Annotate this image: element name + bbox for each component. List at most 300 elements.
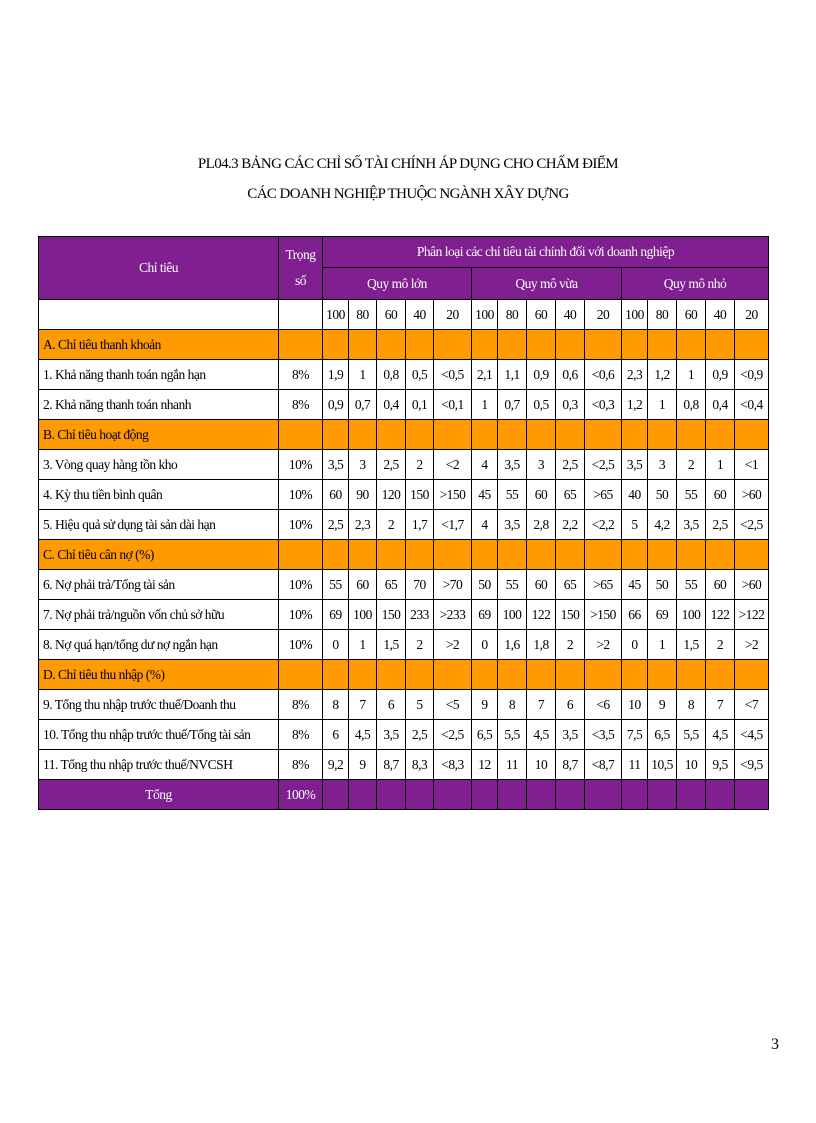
indicator-value: 2,5 (377, 450, 406, 480)
indicator-value: 0,8 (677, 390, 706, 420)
indicator-value: <0,1 (434, 390, 472, 420)
indicator-value: 55 (323, 570, 349, 600)
section-filler-cell (498, 420, 527, 450)
section-row (39, 540, 769, 570)
score-header-cell: 20 (434, 300, 472, 330)
indicator-value: 5,5 (498, 720, 527, 750)
indicator-value: 8 (677, 690, 706, 720)
indicator-value: 50 (648, 570, 677, 600)
section-filler-cell (677, 660, 706, 690)
indicator-value: 90 (349, 480, 377, 510)
indicator-value: 55 (498, 480, 527, 510)
section-filler-cell (434, 660, 472, 690)
indicator-value: 0 (323, 630, 349, 660)
score-header-cell: 60 (677, 300, 706, 330)
total-filler-cell (472, 780, 498, 810)
section-filler-cell (323, 540, 349, 570)
score-header-cell: 100 (472, 300, 498, 330)
score-header-cell: 40 (706, 300, 735, 330)
indicator-value: 2,2 (556, 510, 585, 540)
indicator-value: 1,2 (648, 360, 677, 390)
section-filler-cell (323, 660, 349, 690)
indicator-row (39, 630, 769, 660)
indicator-value: 150 (377, 600, 406, 630)
indicator-value: 10,5 (648, 750, 677, 780)
indicator-value: <7 (735, 690, 769, 720)
indicator-value: 4,5 (527, 720, 556, 750)
indicator-value: <0,9 (735, 360, 769, 390)
section-heading: A. Chỉ tiêu thanh khoản (39, 330, 279, 360)
indicator-value: 2 (406, 630, 434, 660)
indicator-value: 1,9 (323, 360, 349, 390)
section-filler-cell (323, 420, 349, 450)
indicator-label: 5. Hiệu quả sử dụng tài sản dài hạn (39, 510, 279, 540)
financial-indicator-table (38, 236, 769, 810)
indicator-value: 50 (648, 480, 677, 510)
indicator-value: 45 (472, 480, 498, 510)
section-filler-cell (706, 420, 735, 450)
indicator-value: 3,5 (377, 720, 406, 750)
section-filler-cell (706, 330, 735, 360)
section-filler-cell (349, 540, 377, 570)
indicator-value: 2 (706, 630, 735, 660)
indicator-value: 60 (527, 570, 556, 600)
section-filler-cell (434, 540, 472, 570)
indicator-value: 69 (323, 600, 349, 630)
indicator-value: <2,2 (585, 510, 622, 540)
score-header-cell: 80 (349, 300, 377, 330)
indicator-label: 4. Kỳ thu tiền bình quân (39, 480, 279, 510)
indicator-value: 2,3 (622, 360, 648, 390)
indicator-value: 1,8 (527, 630, 556, 660)
indicator-value: 11 (498, 750, 527, 780)
indicator-value: <5 (434, 690, 472, 720)
indicator-weight: 8% (279, 360, 323, 390)
section-row (39, 660, 769, 690)
section-filler-cell (498, 330, 527, 360)
indicator-value: 8,7 (377, 750, 406, 780)
indicator-value: 10 (527, 750, 556, 780)
total-filler-cell (349, 780, 377, 810)
indicator-value: 3,5 (556, 720, 585, 750)
indicator-value: 6,5 (472, 720, 498, 750)
section-filler-cell (406, 540, 434, 570)
section-filler-cell (279, 420, 323, 450)
indicator-value: 2,3 (349, 510, 377, 540)
indicator-value: 1 (349, 360, 377, 390)
total-filler-cell (648, 780, 677, 810)
indicator-label: 8. Nợ quá hạn/tổng dư nợ ngắn hạn (39, 630, 279, 660)
score-header-cell: 20 (585, 300, 622, 330)
section-filler-cell (349, 660, 377, 690)
section-filler-cell (279, 330, 323, 360)
indicator-value: 1,5 (377, 630, 406, 660)
indicator-value: 4 (472, 450, 498, 480)
indicator-value: 60 (706, 480, 735, 510)
indicator-value: 4 (472, 510, 498, 540)
indicator-value: 4,2 (648, 510, 677, 540)
indicator-value: 100 (498, 600, 527, 630)
total-filler-cell (677, 780, 706, 810)
indicator-value: 3,5 (677, 510, 706, 540)
indicator-value: 45 (622, 570, 648, 600)
score-header-cell: 100 (622, 300, 648, 330)
header-classification: Phân loại các chỉ tiêu tài chính đối với doanh nghiệp (323, 237, 769, 268)
indicator-row (39, 450, 769, 480)
indicator-weight: 10% (279, 600, 323, 630)
indicator-value: <2,5 (434, 720, 472, 750)
indicator-value: 122 (706, 600, 735, 630)
indicator-weight: 8% (279, 750, 323, 780)
indicator-value: 7 (527, 690, 556, 720)
indicator-value: 1 (648, 630, 677, 660)
section-filler-cell (556, 540, 585, 570)
score-header-row (39, 300, 769, 330)
indicator-value: 2,5 (706, 510, 735, 540)
section-filler-cell (406, 330, 434, 360)
section-filler-cell (648, 330, 677, 360)
indicator-value: 1,2 (622, 390, 648, 420)
total-filler-cell (706, 780, 735, 810)
header-weight: Trọng số (279, 237, 323, 300)
indicator-value: 0,5 (406, 360, 434, 390)
indicator-value: 1 (677, 360, 706, 390)
indicator-row (39, 600, 769, 630)
indicator-value: 0,4 (706, 390, 735, 420)
indicator-value: 0 (472, 630, 498, 660)
section-filler-cell (677, 420, 706, 450)
indicator-value: 9 (472, 690, 498, 720)
score-header-blank (39, 300, 279, 330)
indicator-weight: 8% (279, 690, 323, 720)
section-filler-cell (706, 660, 735, 690)
indicator-value: 2,8 (527, 510, 556, 540)
total-filler-cell (498, 780, 527, 810)
indicator-value: 3 (349, 450, 377, 480)
section-filler-cell (279, 660, 323, 690)
score-header-cell: 80 (498, 300, 527, 330)
section-filler-cell (622, 420, 648, 450)
section-filler-cell (585, 540, 622, 570)
total-label: Tổng (39, 780, 279, 810)
indicator-row (39, 480, 769, 510)
indicator-weight: 10% (279, 630, 323, 660)
section-filler-cell (677, 540, 706, 570)
score-header-blank (279, 300, 323, 330)
indicator-value: 233 (406, 600, 434, 630)
indicator-value: >60 (735, 570, 769, 600)
total-weight: 100% (279, 780, 323, 810)
section-filler-cell (434, 330, 472, 360)
indicator-value: 0,9 (323, 390, 349, 420)
indicator-value: 60 (323, 480, 349, 510)
section-filler-cell (472, 540, 498, 570)
section-filler-cell (585, 330, 622, 360)
indicator-value: 65 (556, 480, 585, 510)
indicator-value: 0,7 (498, 390, 527, 420)
indicator-value: 55 (677, 480, 706, 510)
indicator-label: 9. Tổng thu nhập trước thuế/Doanh thu (39, 690, 279, 720)
indicator-value: 2,5 (406, 720, 434, 750)
indicator-value: >150 (434, 480, 472, 510)
indicator-value: 1 (648, 390, 677, 420)
header-indicator: Chỉ tiêu (39, 237, 279, 300)
section-filler-cell (323, 330, 349, 360)
total-filler-cell (323, 780, 349, 810)
indicator-value: 2 (406, 450, 434, 480)
section-filler-cell (622, 330, 648, 360)
indicator-value: >2 (735, 630, 769, 660)
total-row (39, 780, 769, 810)
indicator-value: 6 (556, 690, 585, 720)
section-filler-cell (527, 540, 556, 570)
indicator-value: 2 (677, 450, 706, 480)
section-filler-cell (377, 660, 406, 690)
indicator-value: >2 (585, 630, 622, 660)
indicator-value: 9,5 (706, 750, 735, 780)
section-filler-cell (735, 660, 769, 690)
indicator-value: 0 (622, 630, 648, 660)
header-small-scale: Quy mô nhỏ (622, 268, 769, 300)
indicator-value: 60 (706, 570, 735, 600)
section-row (39, 420, 769, 450)
score-header-cell: 60 (527, 300, 556, 330)
indicator-value: 150 (556, 600, 585, 630)
section-filler-cell (735, 420, 769, 450)
indicator-value: 0,9 (706, 360, 735, 390)
indicator-value: 3,5 (323, 450, 349, 480)
indicator-label: 2. Khả năng thanh toán nhanh (39, 390, 279, 420)
indicator-value: <9,5 (735, 750, 769, 780)
total-filler-cell (556, 780, 585, 810)
indicator-value: 2 (377, 510, 406, 540)
indicator-value: 1 (472, 390, 498, 420)
indicator-value: <2 (434, 450, 472, 480)
indicator-value: 7 (706, 690, 735, 720)
indicator-value: 1 (706, 450, 735, 480)
section-filler-cell (677, 330, 706, 360)
indicator-value: 2,5 (556, 450, 585, 480)
indicator-value: 66 (622, 600, 648, 630)
indicator-value: >65 (585, 480, 622, 510)
indicator-value: 122 (527, 600, 556, 630)
indicator-row (39, 360, 769, 390)
section-filler-cell (349, 330, 377, 360)
indicator-value: 0,4 (377, 390, 406, 420)
section-heading: C. Chỉ tiêu cân nợ (%) (39, 540, 279, 570)
section-filler-cell (406, 420, 434, 450)
section-heading: B. Chỉ tiêu hoạt động (39, 420, 279, 450)
document-title-line-1: PL04.3 BẢNG CÁC CHỈ SỐ TÀI CHÍNH ÁP DỤNG CHO CHẤM ĐIỂM (197, 156, 619, 172)
section-filler-cell (556, 330, 585, 360)
indicator-value: 4,5 (349, 720, 377, 750)
indicator-value: 1,6 (498, 630, 527, 660)
score-header-cell: 20 (735, 300, 769, 330)
indicator-value: 3,5 (498, 510, 527, 540)
indicator-weight: 8% (279, 390, 323, 420)
total-filler-cell (434, 780, 472, 810)
section-filler-cell (349, 420, 377, 450)
indicator-value: 40 (622, 480, 648, 510)
section-filler-cell (472, 660, 498, 690)
section-filler-cell (585, 420, 622, 450)
total-filler-cell (377, 780, 406, 810)
indicator-value: 0,7 (349, 390, 377, 420)
indicator-value: 0,3 (556, 390, 585, 420)
section-filler-cell (498, 540, 527, 570)
indicator-value: >233 (434, 600, 472, 630)
indicator-row (39, 570, 769, 600)
indicator-value: 100 (677, 600, 706, 630)
indicator-row (39, 690, 769, 720)
indicator-value: 8 (498, 690, 527, 720)
indicator-value: 3 (527, 450, 556, 480)
section-filler-cell (472, 420, 498, 450)
section-filler-cell (406, 660, 434, 690)
indicator-value: 6 (323, 720, 349, 750)
section-heading: D. Chỉ tiêu thu nhập (%) (39, 660, 279, 690)
indicator-value: 5 (622, 510, 648, 540)
document-title-line-2: CÁC DOANH NGHIỆP THUỘC NGÀNH XÂY DỰNG (247, 186, 569, 202)
indicator-value: 0,9 (527, 360, 556, 390)
indicator-label: 7. Nợ phải trả/nguồn vốn chủ sở hữu (39, 600, 279, 630)
section-filler-cell (706, 540, 735, 570)
indicator-label: 1. Khả năng thanh toán ngắn hạn (39, 360, 279, 390)
indicator-value: <0,4 (735, 390, 769, 420)
indicator-value: 150 (406, 480, 434, 510)
section-filler-cell (434, 420, 472, 450)
indicator-value: 5,5 (677, 720, 706, 750)
page-number: 3 (771, 1036, 779, 1053)
indicator-value: 2,5 (323, 510, 349, 540)
indicator-weight: 8% (279, 720, 323, 750)
total-filler-cell (585, 780, 622, 810)
header-large-scale: Quy mô lớn (323, 268, 472, 300)
total-filler-cell (622, 780, 648, 810)
indicator-value: 9,2 (323, 750, 349, 780)
indicator-label: 11. Tổng thu nhập trước thuế/NVCSH (39, 750, 279, 780)
section-filler-cell (279, 540, 323, 570)
indicator-row (39, 510, 769, 540)
indicator-value: 9 (648, 690, 677, 720)
indicator-value: 0,5 (527, 390, 556, 420)
section-filler-cell (527, 660, 556, 690)
indicator-value: 6,5 (648, 720, 677, 750)
section-filler-cell (377, 330, 406, 360)
indicator-value: 8,3 (406, 750, 434, 780)
section-filler-cell (556, 420, 585, 450)
indicator-value: <0,6 (585, 360, 622, 390)
score-header-cell: 60 (377, 300, 406, 330)
indicator-label: 6. Nợ phải trả/Tổng tài sản (39, 570, 279, 600)
indicator-value: 69 (648, 600, 677, 630)
section-filler-cell (585, 660, 622, 690)
section-filler-cell (735, 330, 769, 360)
section-filler-cell (648, 420, 677, 450)
indicator-value: <4,5 (735, 720, 769, 750)
score-header-cell: 80 (648, 300, 677, 330)
indicator-value: <1,7 (434, 510, 472, 540)
indicator-value: 65 (556, 570, 585, 600)
indicator-value: 3,5 (498, 450, 527, 480)
indicator-value: >122 (735, 600, 769, 630)
indicator-value: 2 (556, 630, 585, 660)
indicator-value: 0,8 (377, 360, 406, 390)
indicator-row (39, 720, 769, 750)
indicator-value: <0,5 (434, 360, 472, 390)
indicator-value: >2 (434, 630, 472, 660)
indicator-weight: 10% (279, 570, 323, 600)
indicator-value: 4,5 (706, 720, 735, 750)
score-header-cell: 100 (323, 300, 349, 330)
indicator-weight: 10% (279, 480, 323, 510)
section-filler-cell (648, 660, 677, 690)
indicator-value: 70 (406, 570, 434, 600)
indicator-value: <1 (735, 450, 769, 480)
indicator-row (39, 390, 769, 420)
indicator-label: 10. Tổng thu nhập trước thuế/Tổng tài sản (39, 720, 279, 750)
indicator-value: <2,5 (585, 450, 622, 480)
indicator-value: <6 (585, 690, 622, 720)
indicator-value: >60 (735, 480, 769, 510)
indicator-value: 8,7 (556, 750, 585, 780)
indicator-value: 1 (349, 630, 377, 660)
indicator-value: 12 (472, 750, 498, 780)
score-header-cell: 40 (556, 300, 585, 330)
section-filler-cell (622, 540, 648, 570)
total-filler-cell (406, 780, 434, 810)
indicator-value: 5 (406, 690, 434, 720)
indicator-value: 9 (349, 750, 377, 780)
indicator-value: >150 (585, 600, 622, 630)
section-filler-cell (377, 420, 406, 450)
indicator-label: 3. Vòng quay hàng tồn kho (39, 450, 279, 480)
section-filler-cell (527, 330, 556, 360)
indicator-value: 60 (349, 570, 377, 600)
indicator-value: 120 (377, 480, 406, 510)
section-filler-cell (527, 420, 556, 450)
header-medium-scale: Quy mô vừa (472, 268, 622, 300)
indicator-value: 65 (377, 570, 406, 600)
indicator-value: 11 (622, 750, 648, 780)
indicator-value: <8,3 (434, 750, 472, 780)
indicator-value: <2,5 (735, 510, 769, 540)
indicator-value: 50 (472, 570, 498, 600)
indicator-value: 3 (648, 450, 677, 480)
indicator-value: 1,5 (677, 630, 706, 660)
indicator-row (39, 750, 769, 780)
section-filler-cell (735, 540, 769, 570)
indicator-value: 0,1 (406, 390, 434, 420)
indicator-value: 2,1 (472, 360, 498, 390)
section-filler-cell (472, 330, 498, 360)
indicator-value: <8,7 (585, 750, 622, 780)
indicator-value: 10 (677, 750, 706, 780)
indicator-value: 1,1 (498, 360, 527, 390)
section-filler-cell (648, 540, 677, 570)
section-row (39, 330, 769, 360)
indicator-value: <3,5 (585, 720, 622, 750)
indicator-value: >65 (585, 570, 622, 600)
indicator-value: 0,6 (556, 360, 585, 390)
indicator-value: 8 (323, 690, 349, 720)
indicator-value: 55 (677, 570, 706, 600)
indicator-value: 10 (622, 690, 648, 720)
indicator-value: >70 (434, 570, 472, 600)
section-filler-cell (498, 660, 527, 690)
total-filler-cell (527, 780, 556, 810)
indicator-weight: 10% (279, 510, 323, 540)
